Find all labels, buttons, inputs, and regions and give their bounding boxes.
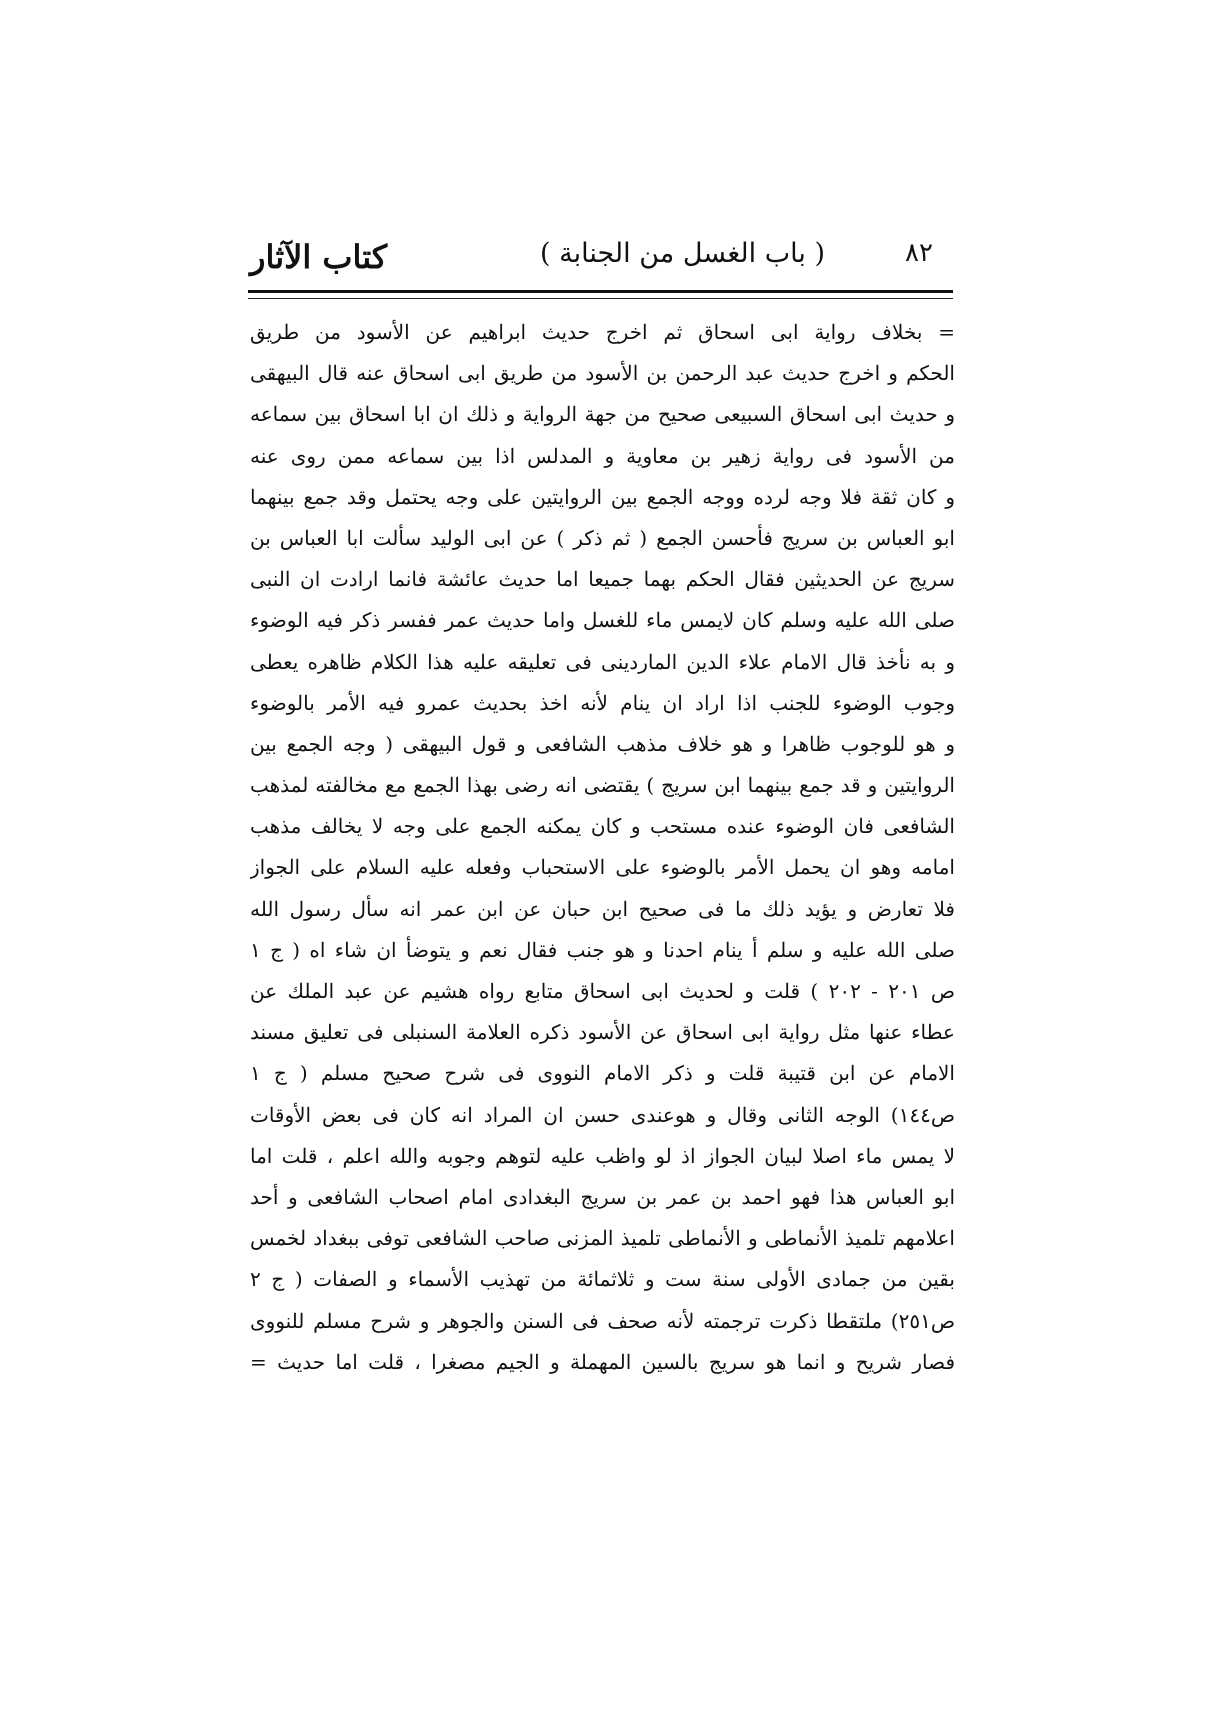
text-line: و کان ثقة فلا وجه لرده ووجه الجمع بین الروایتین علی وجه یحتمل وقد جمع بینهما: [250, 484, 955, 509]
page-header: [250, 238, 960, 288]
text-line: = بخلاف رواية ابی اسحاق ثم اخرج حدیث ابراهیم عن الأسود من طریق: [250, 320, 955, 344]
text-line: الروایتین و قد جمع بینهما ابن سریج ) یقتضی انه رضی بهذا الجمع مع مخالفته لمذهب: [250, 773, 955, 798]
text-line: ابو العباس هذا فهو احمد بن عمر بن سریج البغدادی امام اصحاب الشافعی و أحد: [250, 1184, 955, 1209]
text-line: امامه وهو ان یحمل الأمر بالوضوء علی الاستحباب وفعله علیه السلام علی الجواز: [250, 855, 955, 880]
text-line: من الأسود فی روایة زهیر بن معاویة و المدلس اذا بین سماعه ممن روی عنه: [250, 443, 955, 468]
text-line: ابو العباس بن سریج فأحسن الجمع ( ثم ذکر ) عن ابی الولید سألت ابا العباس بن: [250, 525, 955, 550]
text-line: صلی الله علیه وسلم کان لایمس ماء للغسل واما حدیث عمر ففسر ذکر فیه الوضوء: [250, 608, 955, 633]
text-line: و حدیث ابی اسحاق السبیعی صحیح من جهة الروایة و ذلك ان ابا اسحاق بین سماعه: [250, 402, 955, 427]
text-line: الشافعی فان الوضوء عنده مستحب و کان یمکنه الجمع علی وجه لا یخالف مذهب: [250, 814, 955, 839]
text-line: و هو للوجوب ظاهرا و هو خلاف مذهب الشافعی و قول البیهقی ( وجه الجمع بین: [250, 731, 955, 756]
text-line: و به نأخذ قال الامام علاء الدین الماردینی فی تعلیقه علیه هذا الکلام ظاهره یعطی: [250, 649, 955, 674]
text-line: ص ٢٠١ - ٢٠٢ ) قلت و لحدیث ابی اسحاق متابع رواه هشیم عن عبد الملك عن: [250, 979, 955, 1003]
text-line: عطاء عنها مثل روایة ابی اسحاق عن الأسود ذکره العلامة السنبلی فی تعلیق مسند: [250, 1020, 955, 1045]
header-rule-thin: [248, 298, 953, 299]
text-line: ص٢٥١) ملتقطا ذکرت ترجمته لأنه صحف فی السنن والجوهر و شرح مسلم للنووی: [250, 1308, 955, 1333]
text-line: الحکم و اخرج حدیث عبد الرحمن بن الأسود من طریق ابی اسحاق عنه قال البیهقی: [250, 361, 955, 386]
chapter-title: ( باب الغسل من الجنابة ): [540, 238, 825, 269]
text-line: فلا تعارض و یؤید ذلك ما فی صحیح ابن حبان عن ابن عمر انه سأل رسول الله: [250, 896, 955, 921]
book-title: كتاب الآثار: [250, 238, 388, 276]
text-line: بقین من جمادی الأولی سنة ست و ثلاثمائة من تهذیب الأسماء و الصفات ( ج ٢: [250, 1267, 955, 1292]
text-line: الامام عن ابن قتیبة قلت و ذکر الامام النووی فی شرح صحیح مسلم ( ج ١: [250, 1061, 955, 1086]
text-line: ص١٤٤) الوجه الثانی وقال و هوعندی حسن ان المراد انه کان فی بعض الأوقات: [250, 1102, 955, 1127]
text-line: وجوب الوضوء للجنب اذا اراد ان ینام لأنه اخذ بحدیث عمرو فیه الأمر بالوضوء: [250, 690, 955, 715]
text-line: لا یمس ماء اصلا لبیان الجواز اذ لو واظب علیه لتوهم وجوبه والله اعلم ، قلت اما: [250, 1143, 955, 1168]
text-line: اعلامهم تلمیذ الأنماطی و الأنماطی تلمیذ المزنی صاحب الشافعی توفی ببغداد لخمس: [250, 1226, 955, 1251]
header-rule-thick: [248, 290, 953, 293]
body-text: [250, 312, 955, 1383]
text-line: فصار شریح و انما هو سریج بالسین المهملة و الجیم مصغرا ، قلت اما حدیث =: [250, 1349, 955, 1374]
text-line: سریج عن الحدیثین فقال الحکم بهما جمیعا اما حدیث عائشة فانما ارادت ان النبی: [250, 567, 955, 592]
page-number: ٨٢: [905, 238, 933, 268]
text-line: صلی الله علیه و سلم أ ینام احدنا و هو جنب فقال نعم و یتوضأ ان شاء اه ( ج ١: [250, 937, 955, 962]
